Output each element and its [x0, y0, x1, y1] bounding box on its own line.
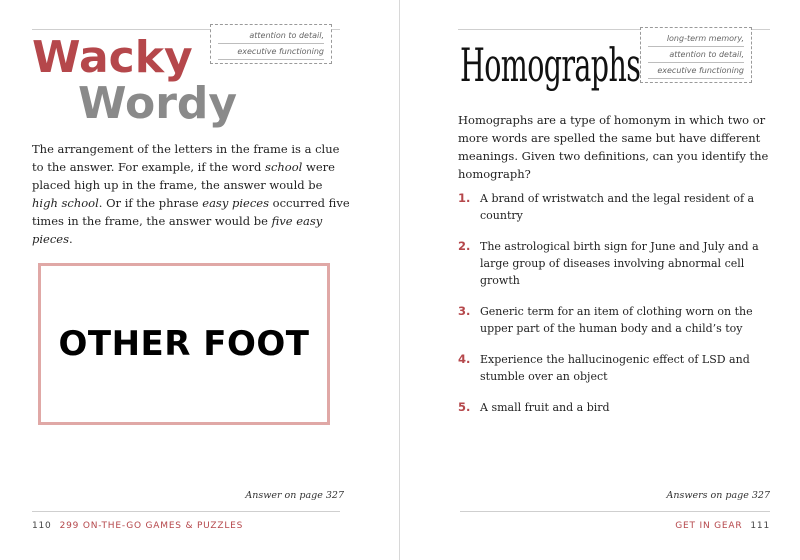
running-head: 299 ON-THE-GO GAMES & PUZZLES: [59, 521, 244, 531]
question-item: [458, 190, 778, 224]
page-number: 110: [32, 521, 52, 531]
question-number: 3.: [458, 304, 471, 318]
skill-tag: attention to detail,: [648, 47, 744, 63]
italic-run: five easy pieces: [32, 214, 323, 246]
question-text: Experience the hallucinogenic effect of LSD and stumble over an object: [480, 353, 750, 383]
question-number: 5.: [458, 400, 471, 414]
title-line-1: Wacky: [32, 32, 193, 83]
bottom-rule: [460, 511, 770, 512]
answer-note: Answer on page 327: [245, 490, 344, 501]
page-title: Homographs: [460, 38, 641, 92]
question-text: The astrological birth sign for June and July and a large group of diseases involving abnormal cell growth: [480, 240, 759, 287]
title-line-2: Wordy: [78, 78, 238, 129]
bottom-rule: [32, 511, 340, 512]
page-number: 111: [750, 521, 770, 531]
question-text: A small fruit and a bird: [480, 401, 610, 414]
instructions-paragraph: [32, 140, 350, 248]
running-head: GET IN GEAR: [675, 521, 743, 531]
question-list: [458, 190, 778, 430]
skill-tag: executive functioning: [648, 63, 744, 79]
skills-box: [640, 27, 752, 83]
italic-run: high school: [32, 196, 99, 210]
puzzle-frame: [38, 263, 330, 425]
puzzle-text: OTHER FOOT: [58, 324, 310, 364]
page-footer: [675, 521, 770, 531]
question-item: [458, 303, 778, 337]
question-number: 4.: [458, 352, 471, 366]
page-title: [32, 32, 238, 129]
intro-paragraph: Homographs are a type of homonym in which two or more words are spelled the same but have different meanings. Given two definitions, can you identify the homograph?: [458, 113, 769, 181]
skill-tag: long-term memory,: [648, 31, 744, 47]
italic-run: school: [265, 160, 303, 174]
text-run: .: [69, 232, 73, 246]
question-item: [458, 351, 778, 385]
skill-tag: executive functioning: [218, 44, 324, 60]
question-text: Generic term for an item of clothing worn on the upper part of the human body and a child’s toy: [480, 305, 753, 335]
question-text: A brand of wristwatch and the legal resident of a country: [480, 192, 755, 222]
text-run: were placed high up in the frame, the answer would be: [32, 160, 335, 192]
text-run: The arrangement of the letters in the frame is a clue to the answer. For example, if the word: [32, 142, 340, 174]
question-item: [458, 399, 778, 416]
answer-note: Answers on page 327: [666, 490, 770, 501]
text-run: . Or if the phrase: [98, 196, 203, 210]
skill-tag: attention to detail,: [218, 28, 324, 44]
right-page: [400, 0, 800, 560]
italic-run: easy pieces: [202, 196, 269, 210]
question-number: 2.: [458, 239, 471, 253]
question-item: [458, 238, 778, 289]
question-number: 1.: [458, 191, 471, 205]
page-footer: [32, 521, 243, 531]
text-run: occurred five times in the frame, the answer would be: [32, 196, 350, 228]
